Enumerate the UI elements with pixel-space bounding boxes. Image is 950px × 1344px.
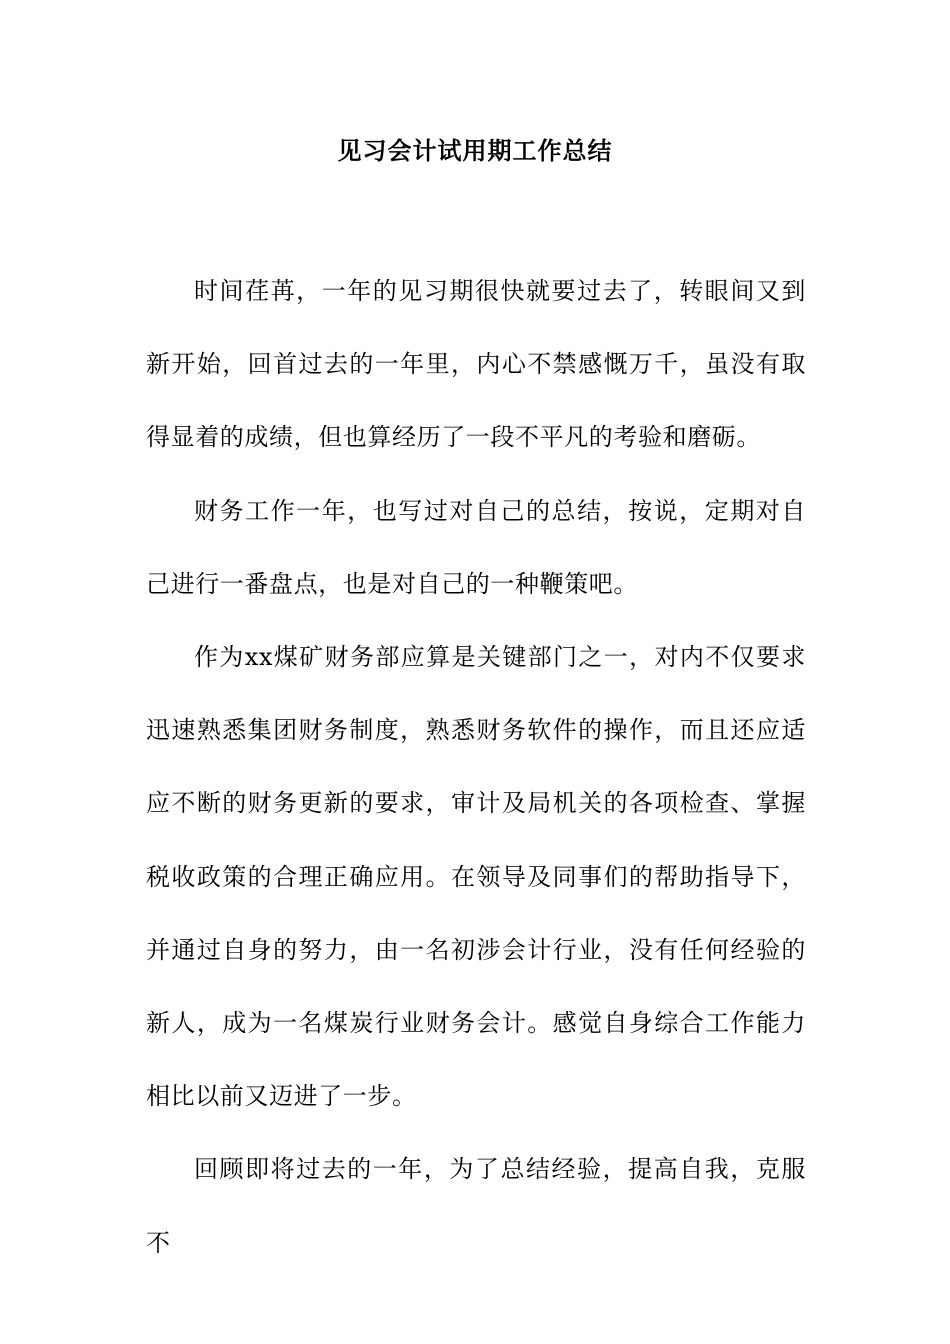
- paragraph-2: 财务工作一年，也写过对自己的总结，按说，定期对自己进行一番盘点，也是对自己的一种鞭策吧。: [146, 496, 806, 598]
- paragraph-1: 时间荏苒，一年的见习期很快就要过去了，转眼间又到新开始，回首过去的一年里，内心不禁感慨万千，虽没有取得显着的成绩，但也算经历了一段不平凡的考验和磨砺。: [146, 277, 806, 452]
- paragraph-3: 作为xx煤矿财务部应算是关键部门之一，对内不仅要求迅速熟悉集团财务制度，熟悉财务软件的操作，而且还应适应不断的财务更新的要求，审计及局机关的各项检查、掌握税收政策的合理正确应用。在领导及同事们的帮助指导下，并通过自身的努力，由一名初涉会计行业，没有任何经验的新人，成为一名煤炭行业财务会计。感觉自身综合工作能力相比以前又迈进了一步。: [146, 643, 806, 1111]
- document-title: 见习会计试用期工作总结: [337, 137, 613, 165]
- paragraph-4: 回顾即将过去的一年，为了总结经验，提高自我，克服不: [146, 1155, 806, 1257]
- document-body: [146, 255, 806, 1280]
